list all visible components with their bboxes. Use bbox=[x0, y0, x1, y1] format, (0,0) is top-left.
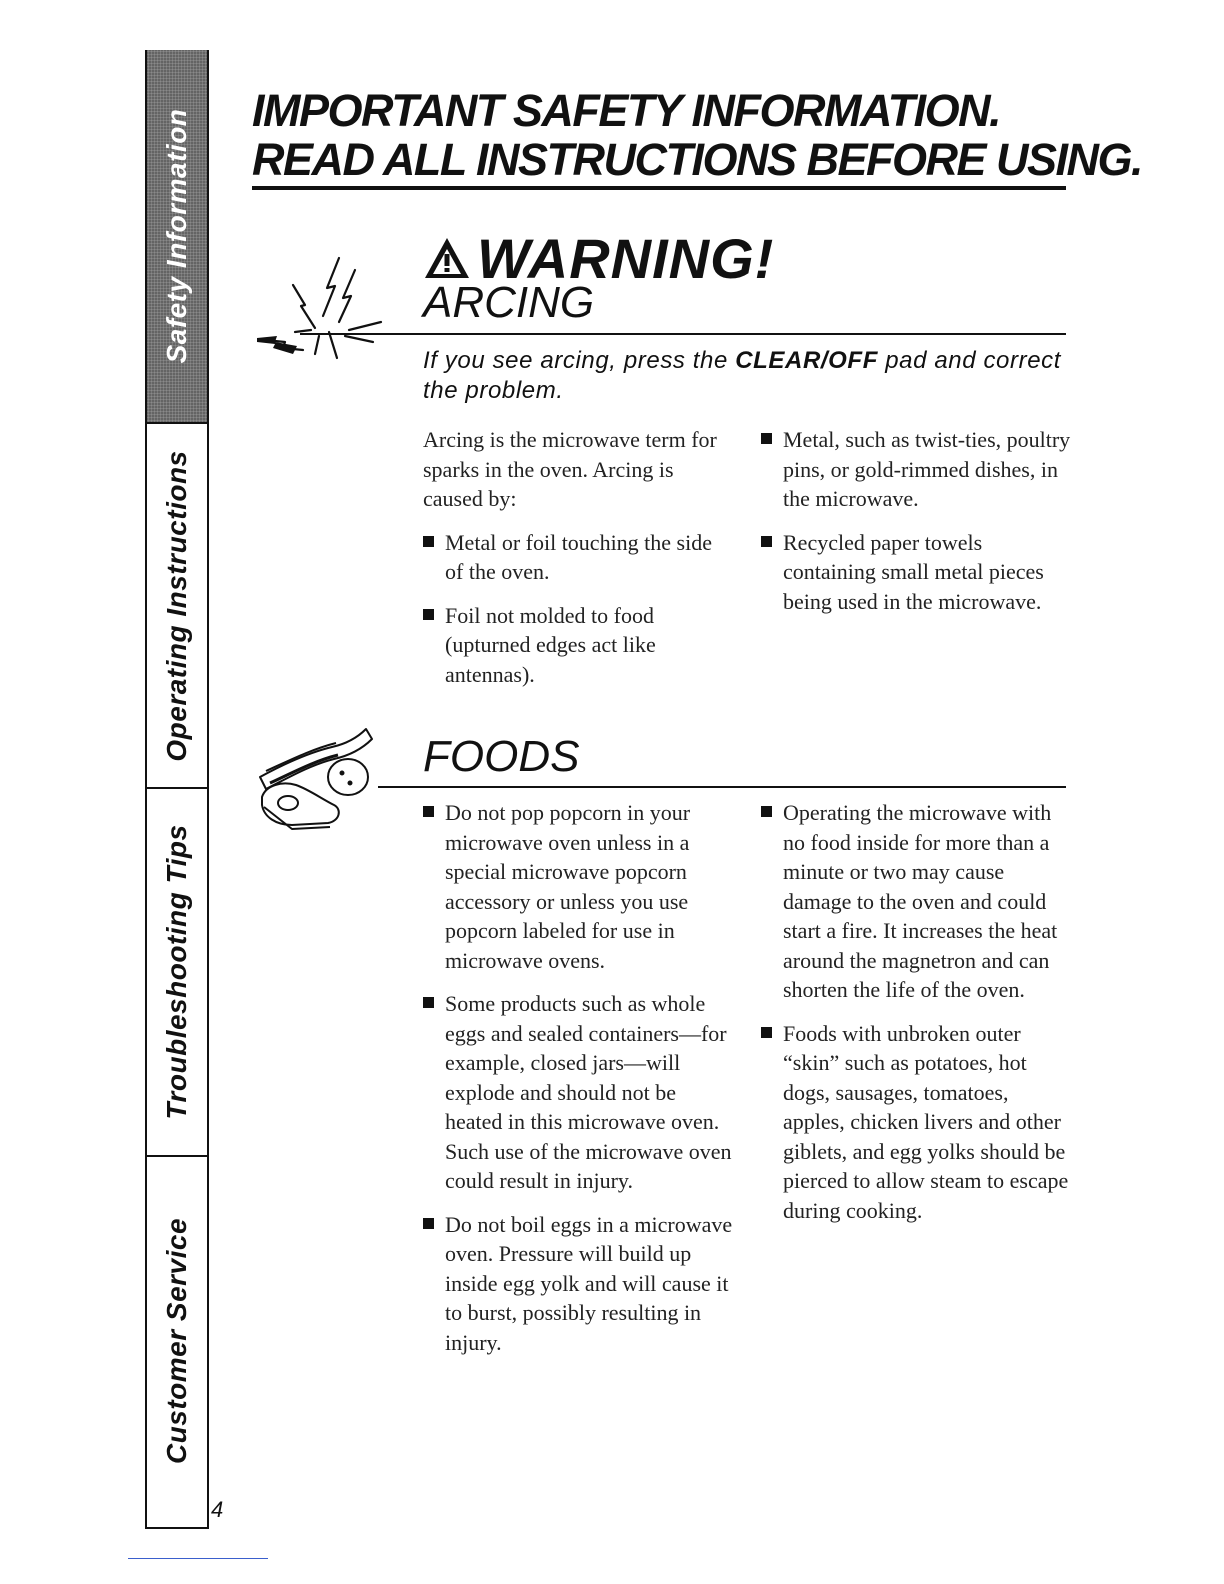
header-rule bbox=[252, 186, 1066, 190]
foods-left-column bbox=[423, 798, 733, 1371]
tab-label: Troubleshooting Tips bbox=[161, 824, 192, 1120]
side-tabs bbox=[145, 50, 209, 1529]
warning-title: WARNING! bbox=[477, 226, 775, 290]
tab-troubleshooting-tips[interactable] bbox=[147, 789, 207, 1157]
list-item bbox=[761, 528, 1071, 617]
arcing-intro: Arcing is the microwave term for sparks in the oven. Arcing is caused by: bbox=[423, 427, 717, 511]
list-item-text: Foil not molded to food (upturned edges act like antennas). bbox=[445, 602, 656, 687]
list-item bbox=[423, 601, 723, 690]
arcing-instruction-text: If you see arcing, press the bbox=[423, 347, 736, 374]
list-item bbox=[761, 425, 1071, 514]
foods-heading: FOODS bbox=[423, 732, 580, 781]
arcing-right-column bbox=[761, 425, 1071, 630]
tab-label: Safety Information bbox=[161, 108, 192, 364]
list-item-text: Foods with unbroken outer “skin” such as potatoes, hot dogs, sausages, tomatoes, apples, chicken livers and other giblets, and egg yolks should be pierced to allow steam to escape during cooking. bbox=[783, 1020, 1069, 1223]
list-item-text: Recycled paper towels containing small metal pieces being used in the microwave. bbox=[783, 529, 1044, 614]
list-item bbox=[423, 1210, 733, 1358]
bullet-square-icon bbox=[423, 609, 434, 620]
bullet-square-icon bbox=[761, 536, 772, 547]
list-item-text: Metal or foil touching the side of the oven. bbox=[445, 529, 712, 584]
list-item bbox=[423, 798, 733, 975]
foods-rule bbox=[378, 786, 1066, 788]
list-item-text: Do not boil eggs in a microwave oven. Pressure will build up inside egg yolk and will cause it to burst, possibly resulting in injury. bbox=[445, 1211, 733, 1355]
list-item-text: Metal, such as twist-ties, poultry pins, or gold-rimmed dishes, in the microwave. bbox=[783, 427, 1071, 511]
tab-label: Customer Service bbox=[161, 1217, 192, 1465]
list-item-text: Do not pop popcorn in your microwave oven unless in a special microwave popcorn accessory or unless you use popcorn labeled for use in microwave ovens. bbox=[445, 800, 691, 973]
bullet-square-icon bbox=[423, 1218, 434, 1229]
foods-right-column bbox=[761, 798, 1071, 1239]
warning-triangle-icon bbox=[423, 236, 471, 280]
bullet-square-icon bbox=[423, 806, 434, 817]
bullet-square-icon bbox=[423, 997, 434, 1008]
list-item bbox=[423, 528, 723, 587]
arcing-left-column bbox=[423, 425, 723, 703]
list-item-text: Some products such as whole eggs and sealed containers—for example, closed jars—will explode and should not be heated in this microwave oven. Such use of the microwave oven could result in injury. bbox=[445, 991, 732, 1193]
list-item bbox=[423, 989, 733, 1196]
tab-safety-information[interactable] bbox=[147, 50, 207, 424]
tab-customer-service[interactable] bbox=[147, 1157, 207, 1525]
arcing-heading: ARCING bbox=[423, 278, 595, 327]
arcing-instruction-text-end: pad and correct the problem. bbox=[423, 347, 1062, 404]
header-title-line-1: IMPORTANT SAFETY INFORMATION. bbox=[252, 85, 1001, 136]
list-item bbox=[761, 1019, 1071, 1226]
bullet-square-icon bbox=[761, 806, 772, 817]
bullet-square-icon bbox=[761, 433, 772, 444]
tab-operating-instructions[interactable] bbox=[147, 424, 207, 789]
page-number: 4 bbox=[211, 1497, 224, 1522]
list-item-text: Operating the microwave with no food inside for more than a minute or two may cause damage to the oven and could start a fire. It increases the heat around the magnetron and can shorten the life of the oven. bbox=[783, 800, 1058, 1002]
footer-link-line bbox=[128, 1558, 268, 1559]
food-icon bbox=[252, 725, 382, 835]
arcing-instruction bbox=[423, 346, 1073, 406]
list-item bbox=[761, 798, 1071, 1005]
tab-label: Operating Instructions bbox=[161, 449, 192, 762]
clear-off-key-label: CLEAR/OFF bbox=[735, 347, 878, 374]
bullet-square-icon bbox=[761, 1027, 772, 1038]
spark-icon bbox=[255, 250, 385, 365]
bullet-square-icon bbox=[423, 536, 434, 547]
header-title-line-2: READ ALL INSTRUCTIONS BEFORE USING. bbox=[252, 134, 1143, 185]
arcing-rule bbox=[300, 333, 1066, 335]
